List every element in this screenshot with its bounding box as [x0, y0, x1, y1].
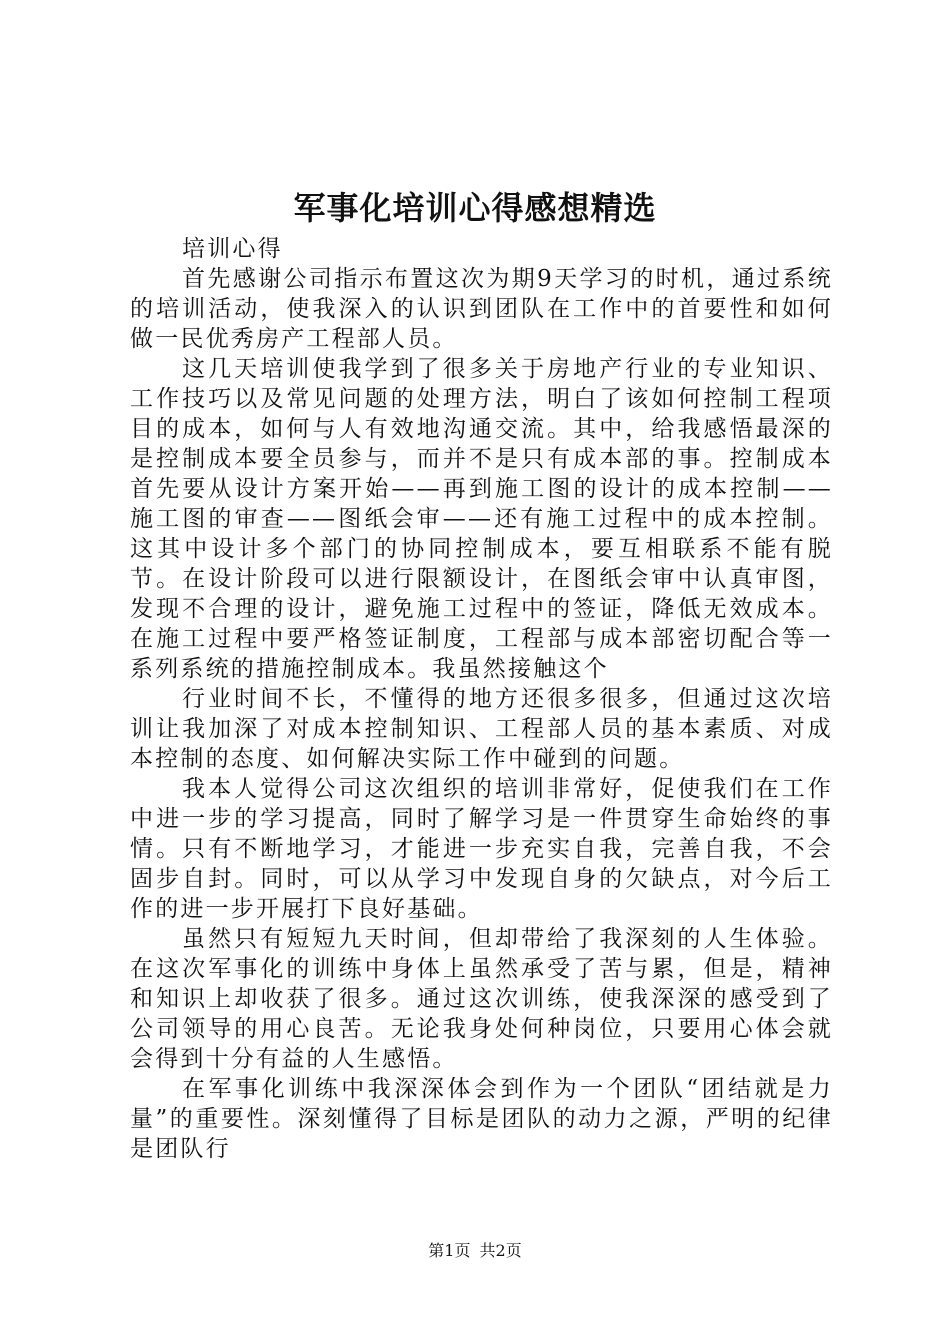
- paragraph: 这几天培训使我学到了很多关于房地产行业的专业知识、工作技巧以及常见问题的处理方法，明白了该如何控制工程项目的成本，如何与人有效地沟通交流。其中，给我感悟最深的是控制成本要全员参与，而并不是只有成本部的事。控制成本首先要从设计方案开始——再到施工图的设计的成本控制——施工图的审查——图纸会审——还有施工过程中的成本控制。这其中设计多个部门的协同控制成本，要互相联系不能有脱节。在设计阶段可以进行限额设计，在图纸会审中认真审图，发现不合理的设计，避免施工过程中的签证，降低无效成本。在施工过程中要严格签证制度，工程部与成本部密切配合等一系列系统的措施控制成本。我虽然接触这个: [130, 356, 833, 682]
- page-footer: [0, 1240, 950, 1262]
- page-number: 第1页: [428, 1241, 471, 1260]
- paragraph: 我本人觉得公司这次组织的培训非常好，促使我们在工作中进一步的学习提高，同时了解学习是一件贯穿生命始终的事情。只有不断地学习，才能进一步充实自我，完善自我，不会固步自封。同时，可以从学习中发现自身的欠缺点，对今后工作的进一步开展打下良好基础。: [130, 776, 833, 922]
- paragraph: 虽然只有短短九天时间，但却带给了我深刻的人生体验。在这次军事化的训练中身体上虽然承受了苦与累，但是，精神和知识上却收获了很多。通过这次训练，使我深深的感受到了公司领导的用心良苦。无论我身处何种岗位，只要用心体会就会得到十分有益的人生感悟。: [130, 926, 833, 1072]
- document-body: [130, 234, 833, 1164]
- paragraph-heading: 培训心得: [182, 236, 283, 262]
- page-total: 共2页: [479, 1241, 522, 1260]
- paragraph: 行业时间不长，不懂得的地方还很多很多，但通过这次培训让我加深了对成本控制知识、工程部人员的基本素质、对成本控制的态度、如何解决实际工作中碰到的问题。: [130, 686, 833, 772]
- paragraph: 首先感谢公司指示布置这次为期9天学习的时机，通过系统的培训活动，使我深入的认识到团队在工作中的首要性和如何做一民优秀房产工程部人员。: [130, 266, 833, 352]
- document-title: 军事化培训心得感想精选: [293, 189, 657, 227]
- paragraph: 在军事化训练中我深深体会到作为一个团队“团结就是力量”的重要性。深刻懂得了目标是团队的动力之源，严明的纪律是团队行: [130, 1076, 833, 1162]
